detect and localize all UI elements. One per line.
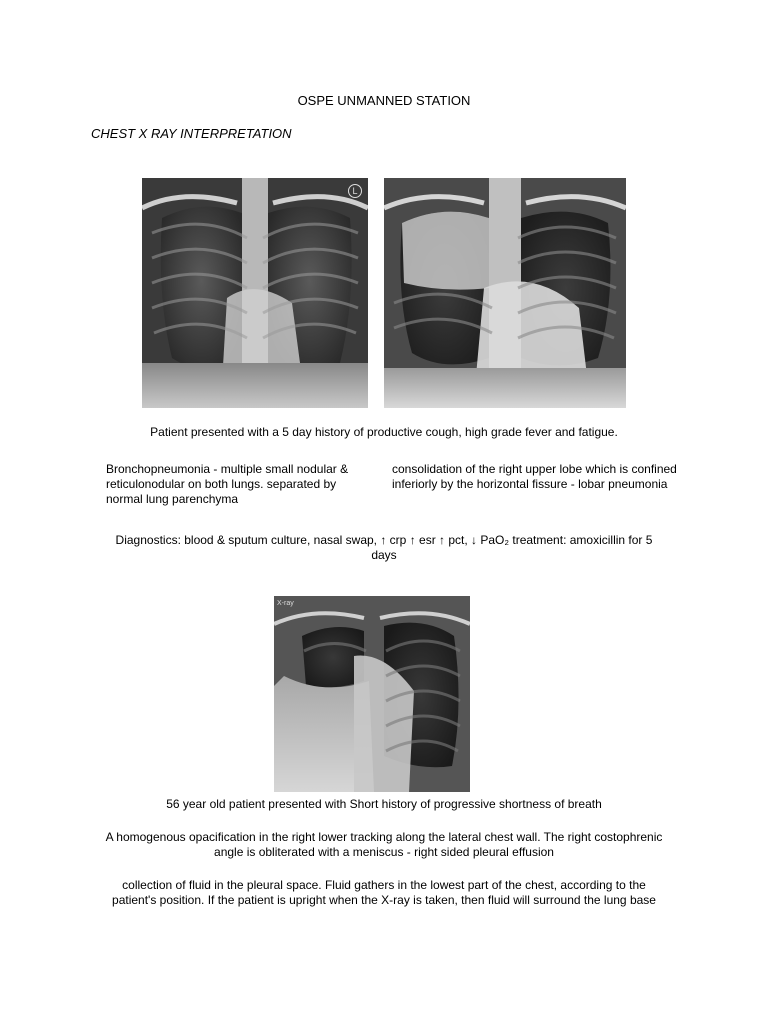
case1-left-caption: Bronchopneumonia - multiple small nodular & reticulonodular on both lungs. separated by normal lung parenchyma [106, 462, 349, 506]
case2-explanation-line1: collection of fluid in the pleural space. Fluid gathers in the lowest part of the chest, according to the [122, 878, 646, 892]
case2-finding-line1: A homogenous opacification in the right lower tracking along the lateral chest wall. The right costophrenic [105, 830, 663, 844]
case1-right-caption: consolidation of the right upper lobe which is confined inferiorly by the horizontal fissure - lobar pneumonia [392, 462, 677, 491]
case2-explanation-line2: patient's position. If the patient is upright when the X-ray is taken, then fluid will surround the lung base [112, 893, 656, 907]
xray-pleural-effusion [274, 596, 470, 792]
case2-finding-line2: angle is obliterated with a meniscus - right sided pleural effusion [214, 845, 554, 859]
case2-history: 56 year old patient presented with Short history of progressive shortness of breath [166, 797, 602, 811]
page-title: OSPE UNMANNED STATION [297, 93, 471, 108]
image-xray-marker: X-ray [277, 600, 294, 607]
xray-bronchopneumonia [142, 178, 368, 408]
case1-history: Patient presented with a 5 day history of productive cough, high grade fever and fatigue. [150, 425, 618, 439]
case1-diagnostics-line1: Diagnostics: blood & sputum culture, nasal swap, ↑ crp ↑ esr ↑ pct, ↓ PaO₂ treatment: amoxicillin for 5 [115, 533, 653, 547]
section-subtitle: CHEST X RAY INTERPRETATION [91, 126, 292, 141]
xray-lobar-pneumonia [384, 178, 626, 408]
case1-diagnostics-line2: days [371, 548, 397, 562]
image-side-marker: L [348, 184, 362, 198]
